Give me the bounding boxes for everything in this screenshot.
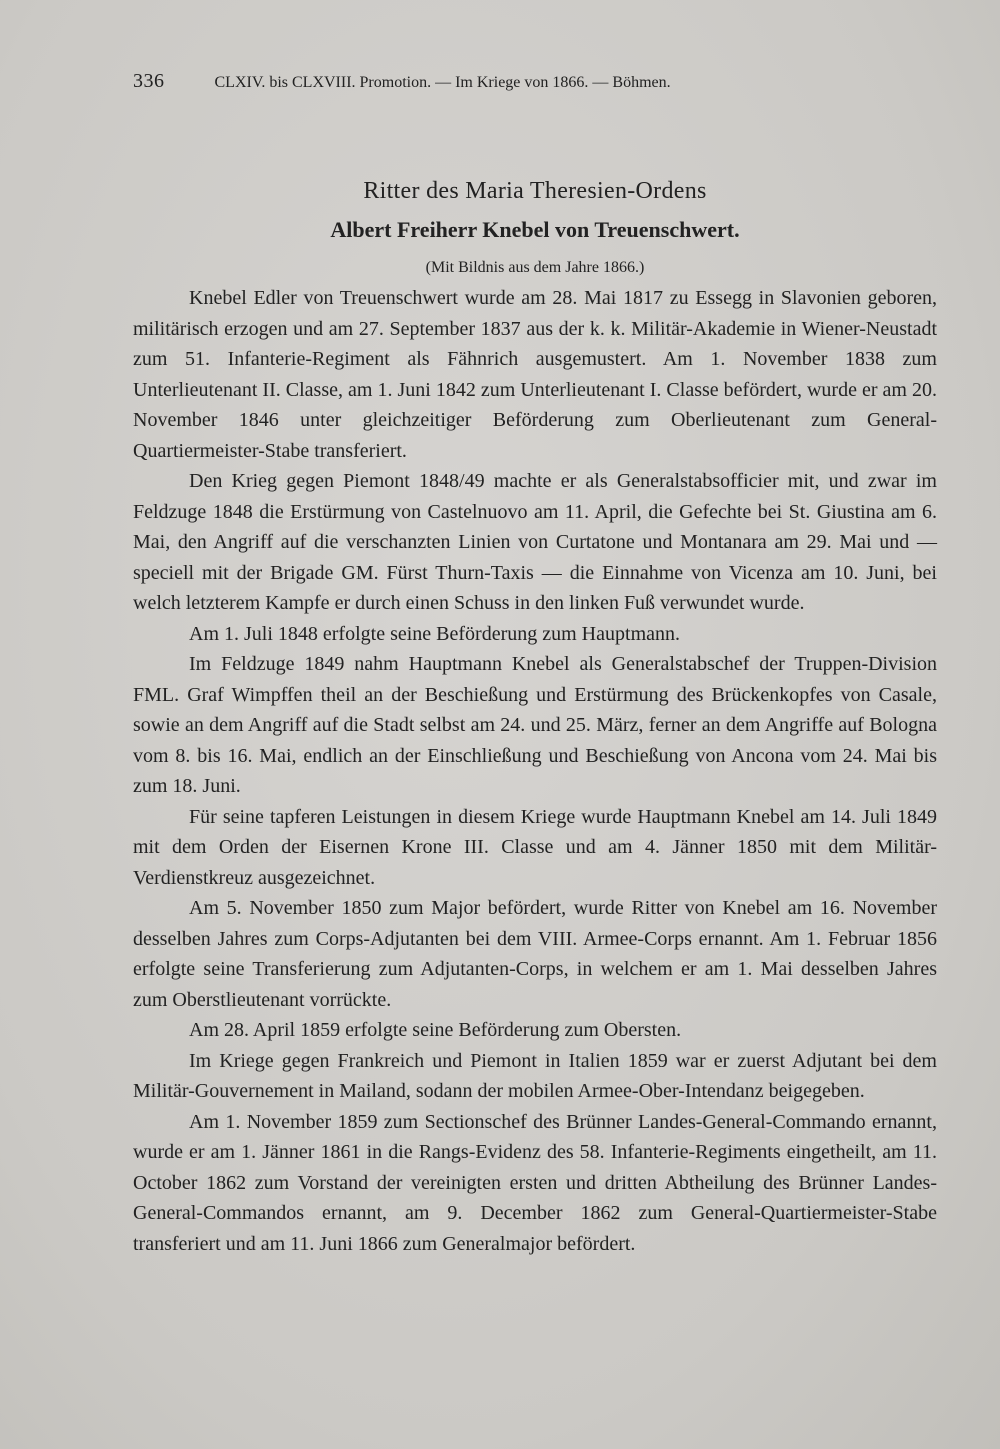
paragraph: Am 1. Juli 1848 erfolgte seine Beförderung zum Hauptmann. bbox=[189, 622, 680, 645]
paragraph: Am 28. April 1859 erfolgte seine Beförderung zum Obersten. bbox=[189, 1019, 682, 1041]
running-header bbox=[133, 70, 833, 93]
body-text bbox=[133, 283, 937, 1259]
running-title: CLXIV. bis CLXVIII. Promotion. — Im Kriege von 1866. — Böhmen. bbox=[214, 74, 671, 91]
paragraph: Knebel Edler von Treuenschwert wurde am 28. Mai 1817 zu Essegg in Slavonien geboren, militärisch erzogen und am 27. September 1837 aus der k. k. Militär-Akademie in Wiener-Neustadt zum 51. Infanterie-Regiment als Fähnrich ausgemustert. Am 1. November 1838 zum Unterlieutenant II. Classe, am 1. Juni 1842 zum Unterlieutenant I. Classe befördert, wurde er am 20. November 1846 unter gleichzeitiger Beförderung zum Oberlieutenant zum General-Quartiermeister-Stabe transferiert. bbox=[133, 287, 937, 462]
order-heading: Ritter des Maria Theresien-Ordens bbox=[363, 178, 707, 204]
paragraph: Im Feldzuge 1849 nahm Hauptmann Knebel als Generalstabschef der Truppen-Division FML. Graf Wimpffen theil an der Beschießung und Erstürmung des Brückenkopfes von Casale, sowie an dem Angriff auf die Stadt selbst am 24. und 25. März, ferner an dem Angriffe auf Bologna vom 8. bis 16. Mai, endlich an der Einschließung und Beschießung von Ancona vom 24. Mai bis zum 18. Juni. bbox=[133, 653, 937, 797]
paragraph: Am 1. November 1859 zum Sectionschef des Brünner Landes-General-Commando ernannt, wurde er am 1. Jänner 1861 in die Rangs-Evidenz des 58. Infanterie-Regiments eingetheilt, am 11. October 1862 zum Vorstand der vereinigten ersten und dritten Abtheilung des Brünner Landes-General-Commandos ernannt, am 9. December 1862 zum General-Quartiermeister-Stabe transferiert und am 11. Juni 1866 zum Generalmajor befördert. bbox=[133, 1110, 937, 1255]
portrait-note: (Mit Bildnis aus dem Jahre 1866.) bbox=[425, 259, 645, 276]
page-content bbox=[133, 178, 937, 1259]
person-heading: Albert Freiherr Knebel von Treuenschwert. bbox=[330, 217, 740, 242]
paragraph: Den Krieg gegen Piemont 1848/49 machte er als Generalstabsofficier mit, und zwar im Feldzuge 1848 die Erstürmung von Castelnuovo am 11. April, die Gefechte bei St. Giustina am 6. Mai, den Angriff auf die verschanzten Linien von Curtatone und Montanara am 29. Mai und — speciell mit der Brigade GM. Fürst Thurn-Taxis — die Einnahme von Vicenza am 10. Juni, bei welch letzterem Kampfe er durch einen Schuss in den linken Fuß verwundet wurde. bbox=[133, 470, 937, 614]
paragraph: Im Kriege gegen Frankreich und Piemont in Italien 1859 war er zuerst Adjutant bei dem Militär-Gouvernement in Mailand, sodann der mobilen Armee-Ober-Intendanz beigegeben. bbox=[133, 1049, 937, 1102]
paragraph: Am 5. November 1850 zum Major befördert, wurde Ritter von Knebel am 16. November desselben Jahres zum Corps-Adjutanten bei dem VIII. Armee-Corps ernannt. Am 1. Februar 1856 erfolgte seine Transferierung zum Adjutanten-Corps, in welchem er am 1. Mai desselben Jahres zum Oberstlieutenant vorrückte. bbox=[133, 897, 937, 1011]
page-number: 336 bbox=[133, 70, 165, 92]
paragraph: Für seine tapferen Leistungen in diesem Kriege wurde Hauptmann Knebel am 14. Juli 1849 mit dem Orden der Eisernen Krone III. Classe und am 4. Jänner 1850 mit dem Militär-Verdienstkreuz ausgezeichnet. bbox=[133, 805, 937, 889]
